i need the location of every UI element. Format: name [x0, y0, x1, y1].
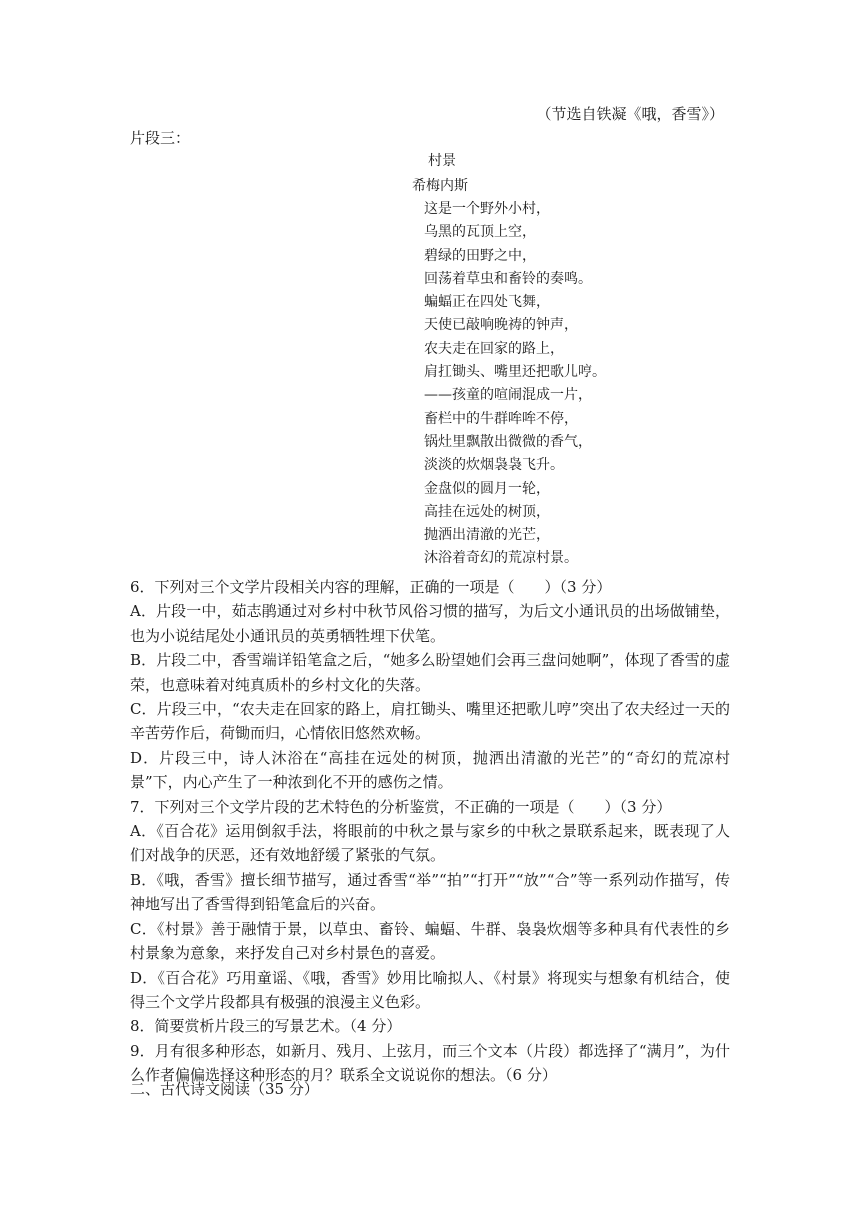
source-note: （节选自铁凝《哦，香雪》） — [536, 105, 724, 123]
question-7-option-b: B．《哦，香雪》擅长细节描写，通过香雪“举”“拍”“打开”“放”“合”等一系列动作描写，传神地写出了香雪得到铅笔盒后的兴奋。 — [130, 870, 730, 914]
poem-line: 这是一个野外小村， — [424, 201, 550, 217]
poem-line: 天使已敲响晚祷的钟声， — [424, 317, 578, 334]
poem-line: 金盘似的圆月一轮， — [424, 480, 550, 497]
question-6-option-b: B．片段二中，香雪端详铅笔盒之后，“她多么盼望她们会再三盘问她啊”，体现了香雪的虚荣，也意味着对纯真质朴的乡村文化的失落。 — [130, 651, 730, 694]
poem-line: 乌黑的瓦顶上空， — [424, 224, 536, 241]
question-6-option-d: D．片段三中，诗人沐浴在“高挂在远处的树顶，抛洒出清澈的光芒”的“奇幻的荒凉村景”下，内心产生了一种浓到化不开的感伤之情。 — [130, 748, 730, 792]
poem-line: 蝙蝠正在四处飞舞， — [424, 294, 550, 311]
poem-line: 锅灶里飘散出微微的香气， — [424, 433, 592, 450]
poem-line: 抛洒出清澈的光芒， — [424, 527, 550, 544]
poem-line: 畜栏中的牛群哞哞不停， — [424, 410, 578, 427]
poem-line: 回荡着草虫和畜铃的奏鸣。 — [424, 270, 592, 287]
poem-body — [424, 198, 606, 571]
question-9: 9．月有很多种形态，如新月、残月、上弦月，而三个文本（片段）都选择了“满月”，为什么作者偏偏选择这种形态的月？联系全文说说你的想法。（6 分） — [130, 1041, 730, 1085]
poem-line: 沐浴着奇幻的荒凉村景。 — [424, 550, 578, 567]
question-6-option-a: A．片段一中，茹志鹃通过对乡村中秋节风俗习惯的描写，为后文小通讯员的出场做铺垫，也为小说结尾处小通讯员的英勇牺牲埋下伏笔。 — [130, 602, 730, 645]
poem-title: 村景 — [428, 153, 456, 169]
question-7-stem: 7．下列对三个文学片段的艺术特色的分析鉴赏，不正确的一项是（ ）（3 分） — [130, 797, 672, 816]
poem-line: ——孩童的喧闹混成一片， — [424, 387, 592, 404]
poem-line: 高挂在远处的树顶， — [424, 503, 550, 520]
question-7-option-a: A．《百合花》运用倒叙手法，将眼前的中秋之景与家乡的中秋之景联系起来，既表现了人们对战争的厌恶，还有效地舒缓了紧张的气氛。 — [130, 822, 730, 865]
poem-author: 希梅内斯 — [412, 178, 468, 194]
question-7-option-d: D．《百合花》巧用童谣、《哦，香雪》妙用比喻拟人、《村景》将现实与想象有机结合，使得三个文学片段都具有极强的浪漫主义色彩。 — [130, 968, 730, 1011]
poem-line: 淡淡的炊烟袅袅飞升。 — [424, 457, 564, 474]
question-8: 8．简要赏析片段三的写景艺术。（4 分） — [130, 1017, 402, 1036]
poem-line: 农夫走在回家的路上， — [424, 340, 564, 357]
poem-line: 碧绿的田野之中， — [424, 247, 536, 264]
poem-line: 肩扛锄头、嘴里还把歌儿哼。 — [424, 364, 606, 381]
fragment3-heading: 片段三： — [130, 129, 191, 147]
question-6-option-c: C．片段三中，“农夫走在回家的路上，肩扛锄头、嘴里还把歌儿哼”突出了农夫经过一天的辛苦劳作后，荷锄而归，心情依旧悠然欢畅。 — [130, 700, 730, 743]
question-6-stem: 6．下列对三个文学片段相关内容的理解，正确的一项是（ ）（3 分） — [130, 578, 612, 596]
question-7-option-c: C．《村景》善于融情于景，以草虫、畜铃、蝙蝠、牛群、袅袅炊烟等多种具有代表性的乡村景象为意象，来抒发自己对乡村景色的喜爱。 — [130, 919, 730, 963]
section-2-title: 二、古代诗文阅读（35 分） — [130, 1080, 319, 1098]
questions-block — [130, 575, 730, 1088]
